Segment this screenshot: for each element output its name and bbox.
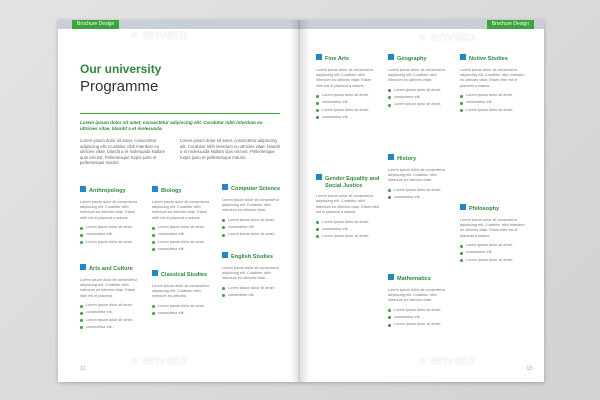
list-item: consectetur elit. <box>80 310 142 315</box>
list-item: Lorem ipsum dolor sit amet, <box>80 318 142 323</box>
section-square-icon <box>80 186 86 192</box>
section-title: English Studies <box>231 254 273 260</box>
list-item: Lorem ipsum dolor sit amet, <box>388 188 450 193</box>
section-title: Notive Studies <box>469 56 508 62</box>
list-item: Lorem ipsum dolor sit amet, <box>460 108 528 113</box>
list-item: consectetur elit. <box>460 250 528 255</box>
list-item: consectetur elit. <box>460 100 528 105</box>
section-biology <box>152 188 214 254</box>
section-body: Lorem ipsum dolor sit consectetur adipiscing elit. Curabitur nibh interdum eu ultricies vitae. <box>388 67 445 83</box>
list-item: Lorem ipsum dolor sit amet, <box>388 308 450 313</box>
page-title-line2: Programme <box>80 78 159 95</box>
section-title: Fine Arts <box>325 56 350 62</box>
section-square-icon <box>222 184 228 190</box>
left-page <box>58 20 300 382</box>
section-classical-studies <box>152 272 214 318</box>
section-title: Mathematics <box>397 276 431 282</box>
section-notive-studies <box>460 56 528 115</box>
section-square-icon <box>316 174 322 180</box>
section-body: Lorem ipsum dolor sit consectetur adipiscing elit. Curabitur nibh interdum eu ultricies vitae. Etiam nibh est el placerat. <box>80 277 137 298</box>
section-square-icon <box>388 54 394 60</box>
section-title: Gender Equality and Social Justice <box>325 176 380 189</box>
section-square-icon <box>152 270 158 276</box>
left-brochure-tag: Brochure Design <box>72 20 119 29</box>
section-square-icon <box>460 204 466 210</box>
list-item: consectetur elit. <box>222 225 284 230</box>
list-item: Lorem ipsum dolor sit amet, <box>388 322 450 327</box>
list-item: Lorem ipsum dolor sit amet, <box>152 225 214 230</box>
section-body: Lorem ipsum dolor sit consectetur adipiscing elit. Curabitur nibh interdum eu ultricies vitae. Etiam nibh est el placerat a mauris. <box>316 194 380 215</box>
list-item: consectetur elit. <box>316 115 378 120</box>
page-title-line1: Our university <box>80 62 162 76</box>
list-item: consectetur elit. <box>152 247 214 252</box>
list-item: Lorem ipsum dolor sit amet, <box>152 304 214 309</box>
list-item: Lorem ipsum dolor sit amet, <box>222 232 284 237</box>
section-square-icon <box>388 274 394 280</box>
section-body: Lorem ipsum dolor sit consectetur adipiscing elit. Curabitur nibh interdum eu ultricies. <box>152 283 209 299</box>
section-body: Lorem ipsum dolor sit consectetur adipiscing elit. Curabitur nibh interdum eu ultricies vitae. Etiam nibh est el placerat a mauris. <box>316 67 373 88</box>
envato-logo-icon: ● <box>130 352 143 368</box>
list-item: Lorem ipsum dolor sit amet, <box>80 225 142 230</box>
envato-watermark: ● envato <box>130 26 188 42</box>
section-title: Computer Science <box>231 186 281 192</box>
page-number: 13 <box>526 366 532 372</box>
intro-paragraph-2: Lorem ipsum dolor sit amet, consectetur adipiscing elit. Curabitur nibh interdum eu ultricies vitae, blandit a et molesuada Nullam quis nisl est. Pellentesque turpis justo et pellentesque mauris. <box>180 138 280 160</box>
section-title: History <box>397 156 417 162</box>
envato-watermark: ● envato <box>130 352 188 368</box>
intro-text: Lorem ipsum dolor sit amet, consectetur adipiscing elit. Curabitur nibh interdum eu ultricies vitae, blandit a et molesuada. <box>80 120 263 131</box>
section-body: Lorem ipsum dolor sit consectetur adipiscing elit. Curabitur nibh interdum eu ultricies vitae. Etiam nibh est el placerat a mauris. <box>460 217 525 238</box>
section-title: Philosophy <box>469 206 500 212</box>
section-square-icon <box>316 54 322 60</box>
list-item: consectetur elit. <box>388 315 450 320</box>
right-page <box>300 20 544 382</box>
section-body: Lorem ipsum dolor sit consectetur adipiscing elit. Curabitur nibh interdum eu ultricies vitae. Etiam nibh est el placerat a mauris. <box>460 67 525 88</box>
section-body: Lorem ipsum dolor sit consectetur adipiscing elit. Curabitur nibh interdum eu ultricies vitae. <box>388 287 445 303</box>
list-item: Lorem ipsum dolor sit amet, <box>222 218 284 223</box>
section-philosophy <box>460 206 528 265</box>
list-item: Lorem ipsum dolor sit amet, <box>316 93 378 98</box>
envato-logo-icon: ● <box>130 26 143 42</box>
section-arts-and-culture <box>80 266 142 332</box>
section-body: Lorem ipsum dolor sit consectetur adipiscing elit. Curabitur nibh interdum eu ultricies vitae. Etiam nibh est el placerat a mauris. <box>80 199 137 220</box>
envato-watermark: ● envato <box>418 28 476 44</box>
right-brochure-tag: Brochure Design <box>487 20 534 29</box>
list-item: Lorem ipsum dolor sit amet, <box>316 234 380 239</box>
list-item: Lorem ipsum dolor sit amet, <box>460 258 528 263</box>
list-item: Lorem ipsum dolor sit amet, <box>460 243 528 248</box>
section-geography <box>388 56 450 109</box>
intro-paragraph-1: Lorem ipsum dolor sit amet, consectetur adipiscing elit. Curabitur nibh interdum eu ultricies vitae, blandit a et molesuada Nullam quis nisl est. Pellentesque turpis justo et pellentesque mauris. <box>80 138 166 166</box>
section-title: Arts and Culture <box>89 266 133 272</box>
section-title: Classical Studies <box>161 272 208 278</box>
list-item: consectetur elit. <box>316 227 380 232</box>
section-square-icon <box>80 264 86 270</box>
section-title: Biology <box>161 188 182 194</box>
list-item: Lorem ipsum dolor sit amet, <box>80 240 142 245</box>
list-item: consectetur elit. <box>152 232 214 237</box>
list-item: consectetur elit. <box>388 195 450 200</box>
list-item: Lorem ipsum dolor sit amet, <box>80 303 142 308</box>
list-item: consectetur elit. <box>316 100 378 105</box>
section-title: Geography <box>397 56 427 62</box>
list-item: Lorem ipsum dolor sit amet, <box>316 220 380 225</box>
section-body: Lorem ipsum dolor sit consectetur adipiscing elit. Curabitur nibh interdum eu ultricies vitae. <box>222 265 279 281</box>
section-body: Lorem ipsum dolor sit consectetur adipiscing elit. Curabitur nibh interdum eu ultricies vitae. <box>388 167 445 183</box>
list-item: Lorem ipsum dolor sit amet, <box>152 240 214 245</box>
list-item: consectetur elit. <box>152 311 214 316</box>
list-item: consectetur elit. <box>222 293 284 298</box>
envato-watermark: ● envato <box>418 352 476 368</box>
section-body: Lorem ipsum dolor sit consectetur adipiscing elit. Curabitur nibh interdum eu ultricies vitae. Etiam nibh est el placerat a mauris. <box>152 199 209 220</box>
list-item: Lorem ipsum dolor sit amet, <box>316 108 378 113</box>
section-history <box>388 156 450 202</box>
list-item: consectetur elit. <box>80 325 142 330</box>
list-item: Lorem ipsum dolor sit amet, <box>222 286 284 291</box>
section-gender-equality <box>316 176 380 241</box>
list-item: consectetur elit. <box>80 232 142 237</box>
section-mathematics <box>388 276 450 329</box>
list-item: Lorem ipsum dolor sit amet, <box>388 88 450 93</box>
section-square-icon <box>388 154 394 160</box>
envato-logo-icon: ● <box>418 352 431 368</box>
section-fine-arts <box>316 56 378 122</box>
list-item: Lorem ipsum dolor sit amet, <box>388 102 450 107</box>
section-english-studies <box>222 254 284 300</box>
section-square-icon <box>222 252 228 258</box>
list-item: Lorem ipsum dolor sit amet, <box>460 93 528 98</box>
section-anthropology <box>80 188 142 247</box>
title-divider <box>80 113 280 114</box>
section-square-icon <box>460 54 466 60</box>
list-item: consectetur elit. <box>388 95 450 100</box>
envato-logo-icon: ● <box>418 28 431 44</box>
section-body: Lorem ipsum dolor sit consectetur adipiscing elit. Curabitur nibh interdum eu ultricies vitae. <box>222 197 279 213</box>
section-computer-science <box>222 186 284 239</box>
section-square-icon <box>152 186 158 192</box>
page-number: 12 <box>80 366 86 372</box>
section-title: Anthropology <box>89 188 126 194</box>
